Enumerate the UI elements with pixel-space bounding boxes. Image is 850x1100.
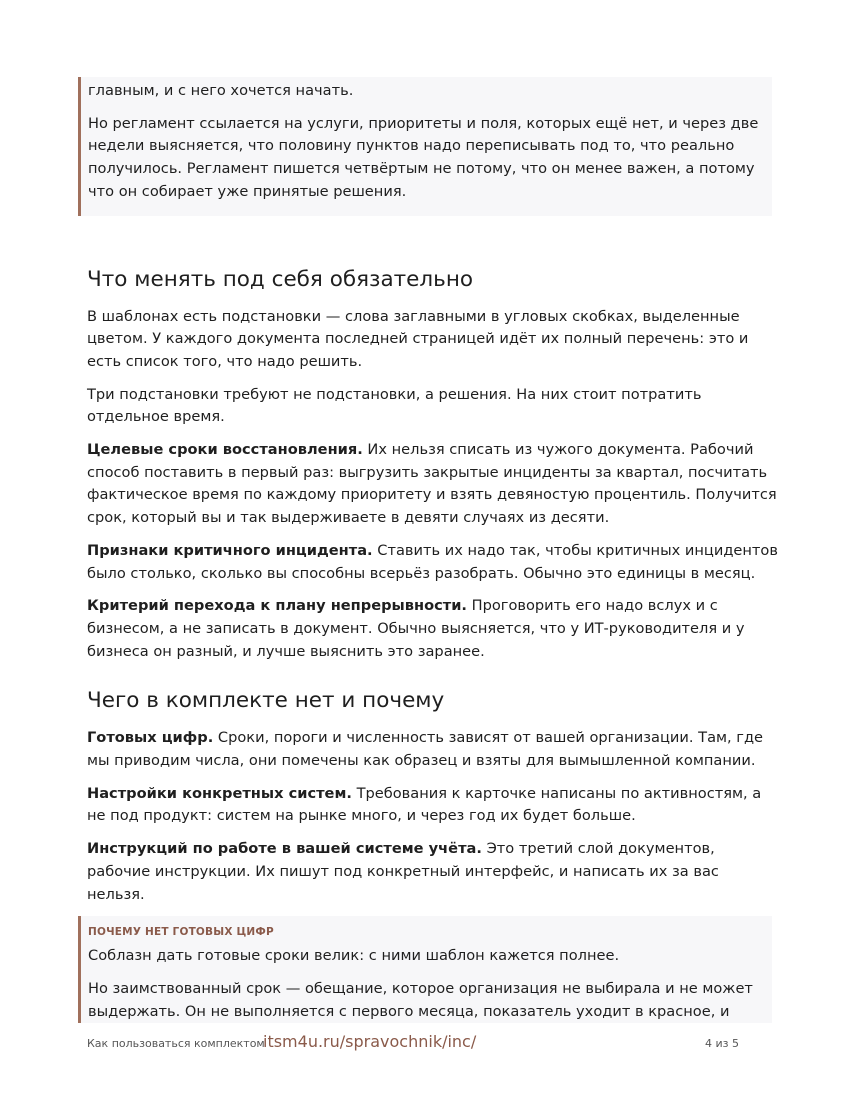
definition-term: Целевые сроки восстановления.	[87, 441, 363, 459]
definition-text: Их нельзя списать из чужого документа. Рабочий способ поставить в первый раз: выгрузить закрытые инциденты за квартал, посчитать фактическое время по каждому приоритету и взять девяностую процентиль. Получится срок, который вы и так выдерживаете в девяти случаях из десяти.	[87, 441, 777, 527]
callout-paragraph: Но регламент ссылается на услуги, приоритеты и поля, которых ещё нет, и через две недели выясняется, что половину пунктов надо переписывать под то, что реально получилось. Регламент пишется четвёртым не потому, что он менее важен, а потому что он собирает уже принятые решения.	[88, 114, 759, 200]
paragraph: Три подстановки требуют не подстановки, а решения. На них стоит потратить отдельное время.	[87, 385, 702, 426]
definition-item	[87, 540, 779, 585]
paragraph: В шаблонах есть подстановки — слова заглавными в угловых скобках, выделенные цветом. У каждого документа последней страницей идёт их полный перечень: это и есть список того, что надо решить.	[87, 307, 749, 370]
callout-why-no-numbers	[78, 916, 772, 1023]
definition-text: Ставить их надо так, чтобы критичных инцидентов было столько, сколько вы способны всерьёз разобрать. Обычно это единицы в месяц.	[87, 541, 778, 582]
page-footer	[87, 1032, 739, 1054]
definition-term: Настройки конкретных систем.	[87, 784, 352, 802]
callout-paragraph: Но заимствованный срок — обещание, которое организация не выбирала и не может выдержать. Он не выполняется с первого месяца, показатель уходит в красное, и	[88, 979, 753, 1020]
footer-page-number: 4 из 5	[705, 1037, 739, 1050]
definition-text: Сроки, пороги и численность зависят от вашей организации. Там, где мы приводим числа, они помечены как образец и взяты для вымышленной компании.	[87, 729, 764, 770]
callout-label: ПОЧЕМУ НЕТ ГОТОВЫХ ЦИФР	[88, 926, 274, 939]
definition-text: Проговорить его надо вслух и с бизнесом, а не записать в документ. Обычно выясняется, что у ИТ-руководителя и у бизнеса он разный, и лучше выяснить это заранее.	[87, 597, 745, 660]
definition-term: Критерий перехода к плану непрерывности.	[87, 597, 467, 615]
definition-term: Инструкций по работе в вашей системе учёта.	[87, 840, 482, 858]
section-heading-must-change: Что менять под себя обязательно	[87, 266, 474, 292]
callout-paragraph: главным, и с него хочется начать.	[88, 82, 354, 99]
page-content	[87, 77, 779, 1023]
definition-item	[87, 783, 779, 828]
callout-continued	[78, 77, 772, 216]
definition-item	[87, 595, 779, 663]
footer-url-link[interactable]: itsm4u.ru/spravochnik/inc/	[263, 1032, 477, 1051]
section-heading-not-included: Чего в комплекте нет и почему	[87, 688, 445, 714]
definition-term: Признаки критичного инцидента.	[87, 541, 373, 559]
callout-paragraph: Соблазн дать готовые сроки велик: с ними шаблон кажется полнее.	[88, 947, 620, 965]
footer-doc-title: Как пользоваться комплектом	[87, 1037, 265, 1050]
definition-item	[87, 727, 779, 772]
definition-text: Требования к карточке написаны по активностям, а не под продукт: систем на рынке много, и через год их будет больше.	[87, 784, 762, 825]
definition-item	[87, 838, 779, 906]
definition-item	[87, 439, 779, 530]
definition-term: Готовых цифр.	[87, 729, 214, 747]
definition-text: Это третий слой документов, рабочие инструкции. Их пишут под конкретный интерфейс, и написать их за вас нельзя.	[87, 840, 719, 903]
